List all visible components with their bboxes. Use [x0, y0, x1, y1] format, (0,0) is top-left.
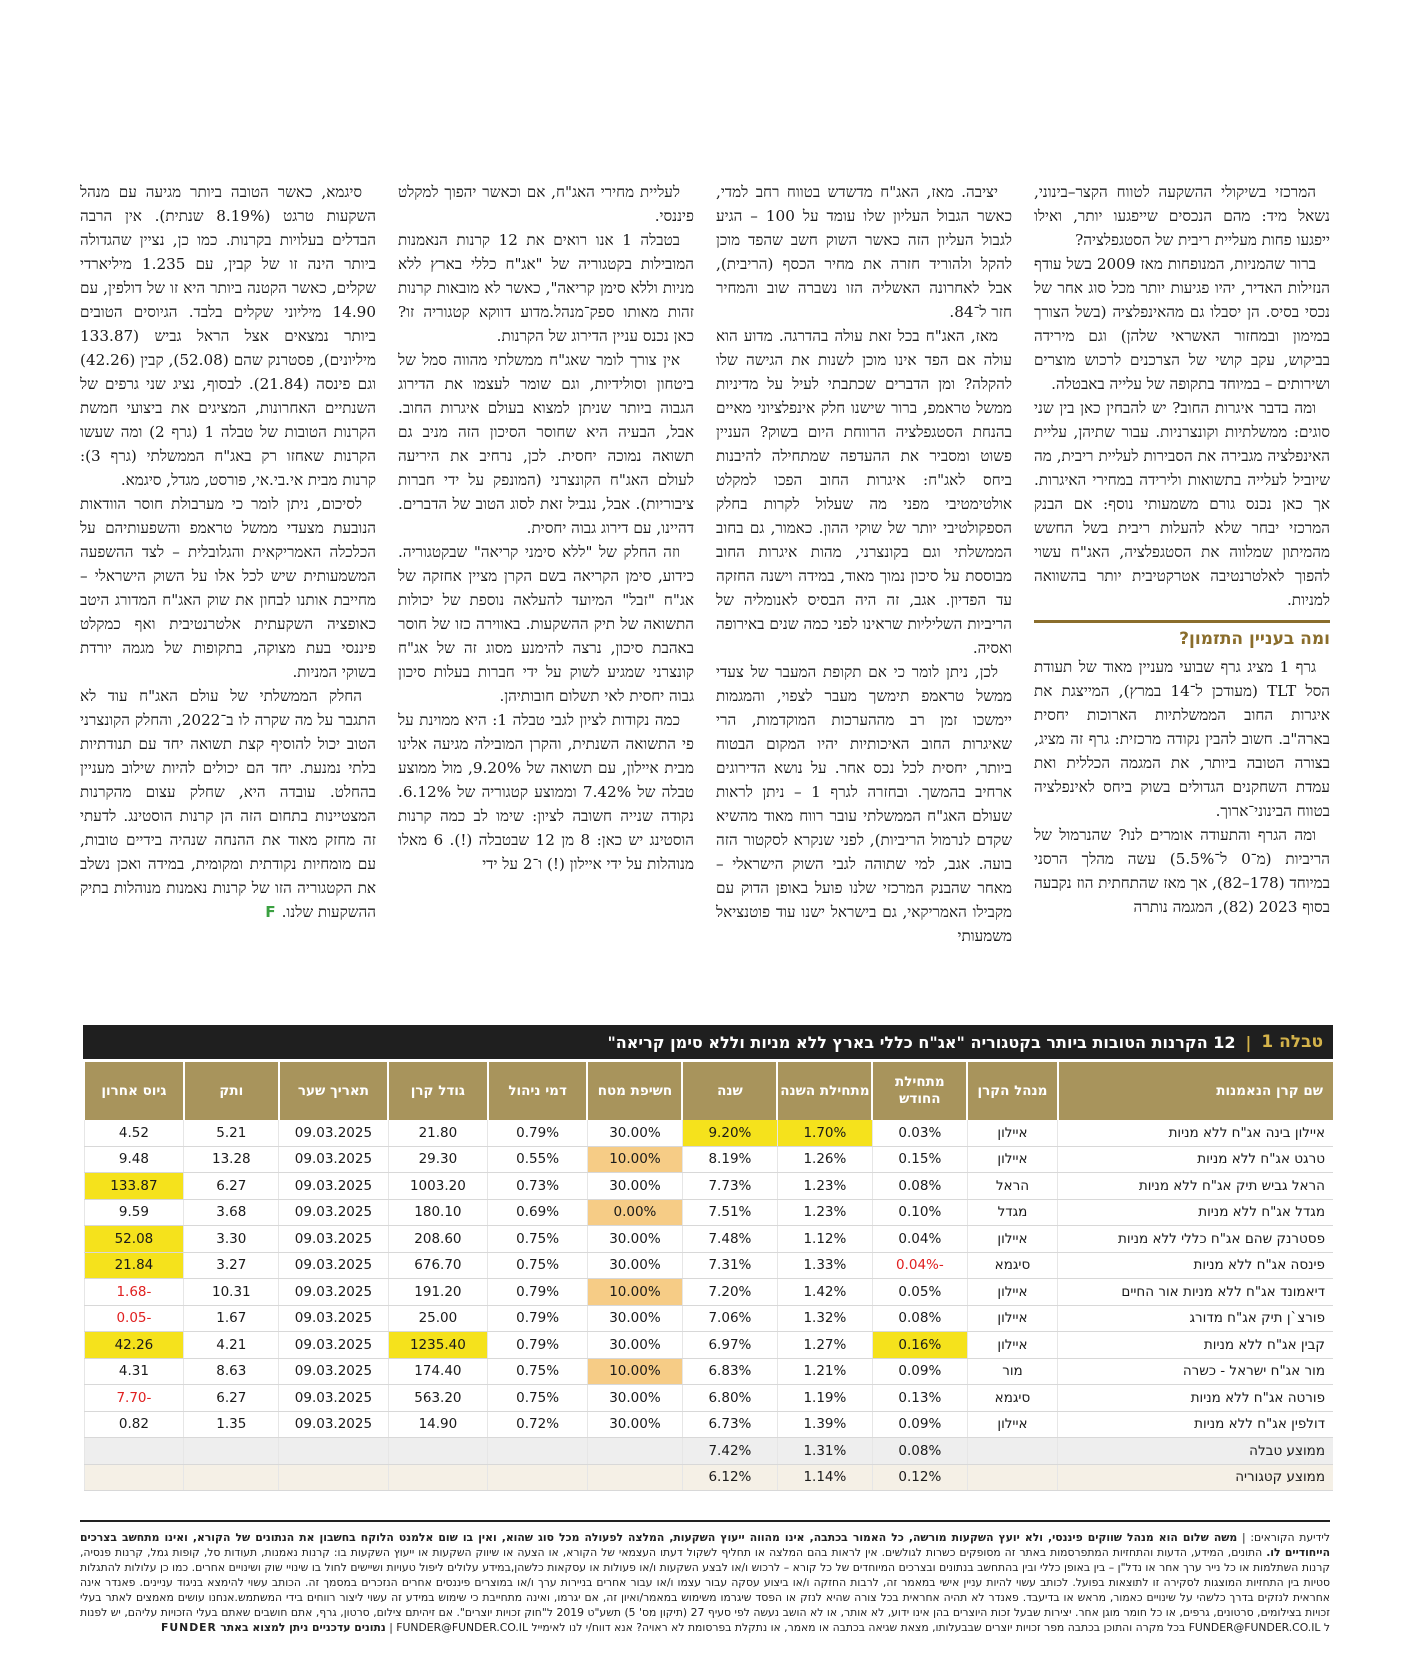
paragraph: סיגמא, כאשר הטובה ביותר מגיעה עם מנהל השקעות טרגט (8.19% שנתית). אין הרבה הבדלים בעלויות בקרנות. כמו כן, נציין שהגדולה ביותר הינה זו של קבין, עם 1.235 מיליארדי שקלים, כאשר הקטנה ביותר היא זו של דולפין, עם 14.90 מיליוני שקלים בלבד. הגיוסים הטובים ביותר נמצאים אצל הראל גביש (133.87 מיליונים), פסטרנק שהם (52.08), קבין (42.26) וגם פינסה (21.84). לבסוף, נציג שני גרפים של השנתיים האחרונות, המציגים את ביצועי חמשת הקרנות הטובות של טבלה 1 (גרף 2) ומה שעשו הקרנות שאחזו רק באג"ח הממשלתי (גרף 3): קרנות מבית אי.בי.אי, פורסט, מגדל, סיגמא.: [80, 183, 376, 489]
paragraph: אין צורך לומר שאג"ח ממשלתי מהווה סמל של ביטחון וסולידיות, וגם שומר לעצמו את הדירוג הגבוה ביותר שניתן למצוא בעולם איגרות החוב. אבל, הבעיה היא שחוסר הסיכון הזה מניב גם תשואה נמוכה יחסית. לכן, נרחיב את היריעה לעולם האג"ח הקונצרני (המונפק על ידי חברות ציבוריות). אבל, נגביל זאת לסוג הטוב של הדברים. דהיינו, עם דירוג גבוה יחסית.: [398, 351, 694, 537]
table-cell: 0.79%: [488, 1332, 588, 1359]
table-cell: 6.73%: [682, 1411, 777, 1438]
table-cell: 0.16%: [872, 1332, 967, 1359]
paragraph: יציבה. מאז, האג"ח מדשדש בטווח רחב למדי, כאשר הגבול העליון שלו עומד על 100 – הגיע לגבול העליון הזה כאשר השוק חשב שהפד מוכן להקל ולהוריד חזרה את מחיר הכסף (הריבית), אבל לאחרונה האשליה הזו נשברה שוב והמחיר חזר ל־84.: [716, 183, 1012, 321]
paragraph: ברור שהמניות, המנופחות מאז 2009 בשל עודף הנזילות האדיר, יהיו פגיעות יותר מכל סוג אחר של נכסי בסיס. הן יסבלו גם מהאינפלציה (בשל הצורך במימון ובמחזור האשראי שלהן) וגם מירידה בביקוש, עקב קושי של הצרכנים לרכוש מוצרים ושירותים – במיוחד בתקופה של עלייה באבטלה.: [1034, 255, 1330, 393]
table-cell: 6.12%: [682, 1464, 777, 1491]
cell-fund-name: פסטרנק שהם אג"ח כללי ללא מניות: [1058, 1226, 1333, 1253]
table-cell: [84, 1438, 184, 1465]
table-cell: [488, 1438, 588, 1465]
table-title-bar: [83, 1025, 1333, 1062]
table-cell: 6.27: [184, 1385, 279, 1412]
table-cell: 6.97%: [682, 1332, 777, 1359]
table-cell: 13.28: [184, 1146, 279, 1173]
table-cell: 4.31: [84, 1358, 184, 1385]
paragraph: לסיכום, ניתן לומר כי מערבולת חוסר הוודאות הנובעת מצעדי ממשל טראמפ והשפעותיהם על הכלכלה האמריקאית והגלובלית – לצד ההשפעה המשמעותית שיש לכל אלו על השוק הישראלי – מחייבת אותנו לבחון את שוק האג"ח המדורג היטב כאופציה השקעתית אלטרנטיבית ואף כמקלט פיננסי בעת מצוקה, בתקופות של מגמה יורדת בשוקי המניות.: [80, 495, 376, 681]
header-fund-size: גודל קרן: [388, 1062, 488, 1120]
cell-fund-name: הראל גביש תיק אג"ח ללא מניות: [1058, 1173, 1333, 1200]
table-cell: 208.60: [388, 1226, 488, 1253]
table-cell: 14.90: [388, 1411, 488, 1438]
article-columns: [80, 180, 1330, 988]
article-column-4: [80, 180, 376, 988]
table-row: [84, 1173, 1333, 1200]
table-row: [84, 1120, 1333, 1146]
table-cell: 42.26: [84, 1332, 184, 1359]
table-cell: 0.00%: [587, 1199, 682, 1226]
cell-fund-name: פורצ`ן תיק אג"ח מדורג: [1058, 1305, 1333, 1332]
table-cell: 7.73%: [682, 1173, 777, 1200]
table-cell: 0.09%: [872, 1358, 967, 1385]
table-cell: 10.31: [184, 1279, 279, 1306]
table-row: [84, 1385, 1333, 1412]
table-cell: 10.00%: [587, 1146, 682, 1173]
table-cell: [279, 1438, 388, 1465]
table-cell: 0.08%: [872, 1305, 967, 1332]
table-row: [84, 1252, 1333, 1279]
table-cell: -1.68: [84, 1279, 184, 1306]
table-cell: 3.30: [184, 1226, 279, 1253]
table-tag: טבלה 1: [1261, 1032, 1323, 1052]
cell-fund-name: טרגט אג"ח ללא מניות: [1058, 1146, 1333, 1173]
table-cell: מגדל: [967, 1199, 1057, 1226]
cell-fund-name: דיאמונד אג"ח ללא מניות אור החיים: [1058, 1279, 1333, 1306]
table-cell: 30.00%: [587, 1332, 682, 1359]
paragraph: בטבלה 1 אנו רואים את 12 קרנות הנאמנות המובילות בקטגוריה של "אג"ח כללי בארץ ללא מניות וללא סימן קריאה", כאשר לא מובאות קרנות זהות מאותו ספק־מנהל.מדוע דווקא קטגוריה זו? כאן נכנס עניין הדירוג של הקרנות.: [398, 231, 694, 345]
cell-fund-name: פינסה אג"ח ללא מניות: [1058, 1252, 1333, 1279]
table-cell: איילון: [967, 1226, 1057, 1253]
table-cell: 0.79%: [488, 1120, 588, 1146]
table-cell: [967, 1464, 1057, 1491]
table-cell: 09.03.2025: [279, 1279, 388, 1306]
table-cell: 1.42%: [777, 1279, 872, 1306]
table-cell: 09.03.2025: [279, 1358, 388, 1385]
table-cell: 1235.40: [388, 1332, 488, 1359]
header-year: שנה: [682, 1062, 777, 1120]
table-cell: 0.03%: [872, 1120, 967, 1146]
table-cell: 1.12%: [777, 1226, 872, 1253]
header-fund-name: שם קרן הנאמנות: [1058, 1062, 1333, 1120]
table-cell: 1.39%: [777, 1411, 872, 1438]
table-row: [84, 1279, 1333, 1306]
table-cell: 0.10%: [872, 1199, 967, 1226]
header-fx-exposure: חשיפת מטח: [587, 1062, 682, 1120]
table-cell: 09.03.2025: [279, 1226, 388, 1253]
table-row: [84, 1305, 1333, 1332]
table-cell: 174.40: [388, 1358, 488, 1385]
funds-table: [83, 1062, 1333, 1491]
cell-fund-name: מגדל אג"ח ללא מניות: [1058, 1199, 1333, 1226]
table-cell: 10.00%: [587, 1358, 682, 1385]
table-cell: איילון: [967, 1279, 1057, 1306]
table-cell: 09.03.2025: [279, 1120, 388, 1146]
average-row: [84, 1438, 1333, 1465]
table-cell: 09.03.2025: [279, 1305, 388, 1332]
table-cell: 0.79%: [488, 1305, 588, 1332]
table-cell: 133.87: [84, 1173, 184, 1200]
table-body: [84, 1120, 1333, 1491]
paragraph-text: החלק הממשלתי של עולם האג"ח עוד לא התגבר על מה שקרה לו ב־2022, והחלק הקונצרני הטוב יכול להוסיף קצת תשואה יחד עם תנודתיות בלתי נמנעת. יחד הם יכולים להיות שילוב מעניין בהחלט. עובדה היא, שחלק עצום מהקרנות המצטיינות בתחום הזה הן קרנות הוסטינג. לדעתי זה מחזק מאוד את ההנחה שנהיה בידיים טובות, עם מומחיות נקודתית ומקומית, במידה ואכן נשלב את הקטגוריה הזו של קרנות נאמנות מנוהלות בתיק ההשקעות שלנו.: [80, 687, 376, 921]
table-cell: 3.68: [184, 1199, 279, 1226]
table-cell: סיגמא: [967, 1385, 1057, 1412]
table-cell: 191.20: [388, 1279, 488, 1306]
table-cell: 4.21: [184, 1332, 279, 1359]
table-cell: 09.03.2025: [279, 1385, 388, 1412]
table-cell: 4.52: [84, 1120, 184, 1146]
table-cell: הראל: [967, 1173, 1057, 1200]
table-cell: 30.00%: [587, 1226, 682, 1253]
table-cell: 7.06%: [682, 1305, 777, 1332]
table-cell: 0.15%: [872, 1146, 967, 1173]
table-cell: 09.03.2025: [279, 1252, 388, 1279]
table-cell: סיגמא: [967, 1252, 1057, 1279]
table-title: 12 הקרנות הטובות ביותר בקטגוריה "אג"ח כללי בארץ ללא מניות וללא סימן קריאה": [607, 1032, 1236, 1052]
table-cell: 30.00%: [587, 1120, 682, 1146]
table-cell: -0.05: [84, 1305, 184, 1332]
table-cell: 30.00%: [587, 1305, 682, 1332]
article-column-3: [398, 180, 694, 988]
paragraph: לכן, ניתן לומר כי אם תקופת המעבר של צעדי ממשל טראמפ תימשך מעבר לצפוי, והמגמות יימשכו זמן רב מההערכות המוקדמות, הרי שאיגרות החוב האיכותיות יהיו המקום הבטוח ביותר, יחסית לכל נכס אחר. על נושא הדירוגים ארחיב בהמשך. ובחזרה לגרף 1 – ניתן לראות שעולם האג"ח הממשלתי עובר רווח מאוד מהשיא שקדם לנרמול הריביות), לפני שנקרא לסקטור הזה בועה. אגב, למי שתוהה לגבי השוק הישראלי – מאחר שהבנק המרכזי שלנו פועל באופן הדוק עם מקבילו האמריקאי, גם בישראל ישנו עוד פוטנציאל משמעותי: [716, 663, 1012, 945]
table-cell: 676.70: [388, 1252, 488, 1279]
paragraph: כמה נקודות לציון לגבי טבלה 1: היא ממוינת על פי התשואה השנתית, והקרן המובילה מגיעה אלינו מבית איילון, עם תשואה של 9.20%, מול ממוצע טבלה של 7.42% וממוצע קטגוריה של 6.12%. נקודה שנייה חשובה לציון: שימו לב כמה קרנות הוסטינג יש כאן: 8 מן 12 שבטבלה (!). 6 מאלו מנוהלות על ידי איילון (!) ו־2 על ידי: [398, 711, 694, 873]
table-cell: 0.69%: [488, 1199, 588, 1226]
table-cell: 0.08%: [872, 1173, 967, 1200]
table-row: [84, 1332, 1333, 1359]
table-cell: 180.10: [388, 1199, 488, 1226]
table-cell: 30.00%: [587, 1411, 682, 1438]
header-month: מתחילת החודש: [872, 1062, 967, 1120]
table-row: [84, 1199, 1333, 1226]
table-cell: 0.05%: [872, 1279, 967, 1306]
table-cell: 0.75%: [488, 1385, 588, 1412]
cell-fund-name: קבין אג"ח ללא מניות: [1058, 1332, 1333, 1359]
header-ytd: מתחילת השנה: [777, 1062, 872, 1120]
table-cell: 0.12%: [872, 1464, 967, 1491]
header-seniority: ותק: [184, 1062, 279, 1120]
table-cell: 0.08%: [872, 1438, 967, 1465]
table-cell: 52.08: [84, 1226, 184, 1253]
table-cell: 563.20: [388, 1385, 488, 1412]
table-cell: 0.73%: [488, 1173, 588, 1200]
table-cell: 9.48: [84, 1146, 184, 1173]
table-cell: 6.80%: [682, 1385, 777, 1412]
table-cell: [587, 1438, 682, 1465]
table-cell: 0.72%: [488, 1411, 588, 1438]
cell-fund-name: מור אג"ח ישראל - כשרה: [1058, 1358, 1333, 1385]
table-cell: 1.35: [184, 1411, 279, 1438]
paragraph: המרכזי בשיקולי ההשקעה לטווח הקצר–בינוני, נשאל מיד: מהם הנכסים שייפגעו יותר, ואילו ייפגעו פחות מעליית ריבית של הסטגפלציה?: [1034, 183, 1330, 249]
table-cell: 1.23%: [777, 1173, 872, 1200]
table-cell: איילון: [967, 1146, 1057, 1173]
end-mark-icon: F: [265, 903, 276, 921]
table-cell: 0.13%: [872, 1385, 967, 1412]
table-cell: 09.03.2025: [279, 1173, 388, 1200]
table-cell: 1.19%: [777, 1385, 872, 1412]
table-cell: מור: [967, 1358, 1057, 1385]
table-cell: [587, 1464, 682, 1491]
table-cell: איילון: [967, 1305, 1057, 1332]
table-cell: 30.00%: [587, 1252, 682, 1279]
table-cell: 29.30: [388, 1146, 488, 1173]
funder-logo: FUNDER: [161, 1621, 217, 1634]
table-cell: 25.00: [388, 1305, 488, 1332]
table-cell: 9.20%: [682, 1120, 777, 1146]
cell-fund-name: ממוצע קטגוריה: [1058, 1464, 1333, 1491]
disclaimer-text: התונים, המידע, הדעות והתחזיות המתפרסמות באתר זה מסופקים כשרות לגולשים. אין לראות בהם המלצה או תחליף לשקול דעתו העצמאי של הקורא, או הצעה או שיווק השקעות או ייעוץ השקעות בו: קרנות נאמנות, תעודות סל, קופות גמל, קרנות פנסיה, קרנות השתלמות או כל נייר ערך אחר או נדל"ן – בין באופן כללי ובין בהתחשב בנתונים ובצרכים המיוחדים של כל קורא – לרכוש ו/או לבצע השקעות ו/או פעולות או עסקאות כלשהן,במידע עלולים ליפול טעויות ושיישים לחול בו שינויי שוק ושינויים אחרים. כמו כן עלולות להתגלות סטיות בין התחזיות המוצגות לסקירה זו לתוצאות בפועל. לכותב עשוי להיות עניין אישי במאמר זה, לרבות החזקה ו/או ביצוע עסקה עבור עצמו ו/או עבור אחרים בניירות ערך ו/או במוצרים פיננסים אחרים הנזכרים במסמך זה. הכותב עשוי להימצא בניגוד עניינים. פאנדר אינה אחראית לנזקים בדרך כלשהי על שינויים כאמור, מראש או בדיעבד. פאנדר לא תהיה אחראית בכל צורה שהיא לנזק או הפסד שיגרמו משימוש במאמר/ואיון זה, אם יגרמו, ואינה מתחייבת כי שימוש במידע זה עשוי ליצור רווחים בידי המשתמש.אנחנו עושים מאמצים לאתר בעלי זכויות בצילומים, סרטונים, גרפים, או כל חומר מוגן אחר. יצירות שבעל זכות היוצרים בהן אינו ידוע, לא אותר, או לא הושב נעשה לפי סעיף 27 (תיקון מס' 5) תשע"ט 2019 ל"חוק זכויות יוצרים". אם זיהיתם צילום, סרטון, גרף, אתם חושבים שאתם בעלי הזכויות עליהם, יש לפנות ל FUNDER@FUNDER.CO.IL בכל מקרה והתוכן בכתבה מפר זכויות יוצרים שבבעלותו, מצאת שגיאה בכתבה או מאמר, או נתקלת בפרסומת לא ראויה? אנא דווח/י לנו לאימייל FUNDER@FUNDER.CO.IL |: [80, 1546, 1331, 1634]
table-cell: [184, 1438, 279, 1465]
table-cell: 0.82: [84, 1411, 184, 1438]
article-column-1: [1034, 180, 1330, 988]
brand-note: נתונים עדכניים ניתן למצוא באתר: [220, 1621, 386, 1634]
table-cell: 3.27: [184, 1252, 279, 1279]
table-cell: 8.19%: [682, 1146, 777, 1173]
disclaimer-lead: לידיעת הקוראים: |: [1241, 1531, 1330, 1544]
table-cell: איילון: [967, 1332, 1057, 1359]
table-cell: 8.63: [184, 1358, 279, 1385]
table-cell: 09.03.2025: [279, 1332, 388, 1359]
paragraph: גרף 1 מציג גרף שבועי מעניין מאוד של תעודת הסל TLT (מעודכן ל־14 במרץ), המייצגת את איגרות החוב הממשלתיות הארוכות יחסית בארה"ב. חשוב להבין נקודה מרכזית: גרף זה מציג, בצורה הטובה ביותר, את המגמה הכללית ואת עמדת השחקנים הגדולים בשוק ביחס לאינפלציה בטווח הבינוני־ארוך.: [1034, 658, 1330, 820]
table-cell: [388, 1464, 488, 1491]
table-cell: 09.03.2025: [279, 1199, 388, 1226]
table-cell: 21.84: [84, 1252, 184, 1279]
table-cell: 7.20%: [682, 1279, 777, 1306]
table-cell: 0.09%: [872, 1411, 967, 1438]
table-cell: 09.03.2025: [279, 1146, 388, 1173]
table-cell: [279, 1464, 388, 1491]
table-cell: 7.31%: [682, 1252, 777, 1279]
header-rate-date: תאריך שער: [279, 1062, 388, 1120]
table-row: [84, 1146, 1333, 1173]
table-cell: 21.80: [388, 1120, 488, 1146]
header-fee: דמי ניהול: [488, 1062, 588, 1120]
section-heading: ומה בעניין התזמון?: [1034, 620, 1330, 651]
table-cell: [84, 1464, 184, 1491]
table-cell: 1.32%: [777, 1305, 872, 1332]
table-cell: 6.27: [184, 1173, 279, 1200]
table-cell: 0.04%: [872, 1226, 967, 1253]
cell-fund-name: איילון בינה אג"ח ללא מניות: [1058, 1120, 1333, 1146]
funds-table-section: [83, 1025, 1333, 1491]
table-cell: 0.75%: [488, 1358, 588, 1385]
table-cell: 09.03.2025: [279, 1411, 388, 1438]
table-cell: 30.00%: [587, 1385, 682, 1412]
table-cell: 1.70%: [777, 1120, 872, 1146]
table-cell: 1.67: [184, 1305, 279, 1332]
article-column-2: [716, 180, 1012, 988]
table-cell: 6.83%: [682, 1358, 777, 1385]
table-cell: 1.33%: [777, 1252, 872, 1279]
table-row: [84, 1226, 1333, 1253]
table-cell: איילון: [967, 1411, 1057, 1438]
table-cell: [388, 1438, 488, 1465]
paragraph: וזה החלק של "ללא סימני קריאה" שבקטגוריה. כידוע, סימן הקריאה בשם הקרן מציין אחזקה של אג"ח "זבל" המיועד להעלאה נוספת של יכולות התשואה של תיק ההשקעות. באווירה כזו של חוסר באהבת סיכון, נרצה להימנע מסוג זה של אג"ח קונצרני שמגיע לשוק על ידי חברות בעלות סיכון גבוה יחסית לאי תשלום חובותיהן.: [398, 543, 694, 705]
header-manager: מנהל הקרן: [967, 1062, 1057, 1120]
table-cell: 7.42%: [682, 1438, 777, 1465]
table-cell: [488, 1464, 588, 1491]
table-cell: 0.55%: [488, 1146, 588, 1173]
table-cell: 1.23%: [777, 1199, 872, 1226]
table-cell: 1003.20: [388, 1173, 488, 1200]
table-cell: 7.48%: [682, 1226, 777, 1253]
table-cell: 1.31%: [777, 1438, 872, 1465]
table-cell: 1.27%: [777, 1332, 872, 1359]
table-cell: 5.21: [184, 1120, 279, 1146]
table-cell: -7.70: [84, 1385, 184, 1412]
table-cell: 1.21%: [777, 1358, 872, 1385]
table-cell: 0.75%: [488, 1252, 588, 1279]
table-cell: איילון: [967, 1120, 1057, 1146]
table-cell: [184, 1464, 279, 1491]
table-cell: 1.26%: [777, 1146, 872, 1173]
average-row: [84, 1464, 1333, 1491]
cell-fund-name: דולפין אג"ח ללא מניות: [1058, 1411, 1333, 1438]
paragraph: מאז, האג"ח בכל זאת עולה בהדרגה. מדוע הוא עולה אם הפד אינו מוכן לשנות את הגישה שלו להקלה? ומן הדברים שכתבתי לעיל על מדיניות ממשל טראמפ, ברור שישנו חלק אינפלציוני מאיים בהנחת הסטגפלציה הרווחת היום בשוק? העניין פשוט ומסביר את ההעדפה שמתחילה להיבנות ביחס לאג"ח: איגרות החוב הפכו למקלט אולטימטיבי מפני מה שעלול לקרות בחלק הספקולטיבי יותר של שוקי ההון. כאמור, גם בחוב הממשלתי וגם בקונצרני, מהות איגרות החוב מבוססת על סיכון נמוך מאוד, במידה וישנה החזקה עד הפדיון. אגב, זה היה הבסיס לאנומליה של הריביות השליליות שראינו לפני כמה שנים באירופה ואסיה.: [716, 327, 1012, 657]
disclaimer-bold: משה שלום הוא מנהל שווקים פיננסי, ולא יועץ השקעות מורשה, כל האמור בכתבה, אינו מהווה ייעוץ השקעות, המלצה לפעולה מכל סוג שהוא, ואין בו שום אלמנט הלוקח בחשבון את הנתונים של הקורא, ואינו מתחשב בצרכים הייחודיים לו.: [80, 1531, 1330, 1559]
table-cell: -0.04%: [872, 1252, 967, 1279]
table-row: [84, 1358, 1333, 1385]
table-header-row: [84, 1062, 1333, 1120]
table-cell: 10.00%: [587, 1279, 682, 1306]
table-cell: 0.75%: [488, 1226, 588, 1253]
paragraph: ומה בדבר איגרות החוב? יש להבחין כאן בין שני סוגים: ממשלתיות וקונצרניות. עבור שתיהן, עליית האינפלציה מגבירה את הסבירות לעליית ריבית, מה שיוביל לעלייה בתשואות ולירידה במחירי האיגרות. אך כאן נכנס גורם משמעותי נוסף: אם הבנק המרכזי יבחר שלא להעלות ריבית בשל החשש מהמיתון שמלווה את הסטגפלציה, האג"ח עשוי להפוך לאלטרנטיבה אטרקטיבית יותר בהשוואה למניות.: [1034, 399, 1330, 609]
paragraph: [80, 684, 376, 924]
disclaimer-footnote: [80, 1520, 1330, 1635]
table-cell: 1.14%: [777, 1464, 872, 1491]
paragraph: ומה הגרף והתעודה אומרים לנו? שהנרמול של הריביות (מ־0 ל־5.5%) עשה מהלך הרסני במיוחד (178–82), אך מאז שהתחתית הוז נקבעה בסוף 2023 (82), המגמה נותרה: [1034, 826, 1330, 916]
table-cell: 9.59: [84, 1199, 184, 1226]
table-cell: [967, 1438, 1057, 1465]
header-last-raise: גיוס אחרון: [84, 1062, 184, 1120]
table-cell: 30.00%: [587, 1173, 682, 1200]
table-cell: 7.51%: [682, 1199, 777, 1226]
table-cell: 0.79%: [488, 1279, 588, 1306]
cell-fund-name: ממוצע טבלה: [1058, 1438, 1333, 1465]
paragraph: לעליית מחירי האג"ח, אם וכאשר יהפוך למקלט פיננסי.: [398, 183, 694, 225]
table-row: [84, 1411, 1333, 1438]
cell-fund-name: פורטה אג"ח ללא מניות: [1058, 1385, 1333, 1412]
title-divider: |: [1245, 1032, 1252, 1052]
